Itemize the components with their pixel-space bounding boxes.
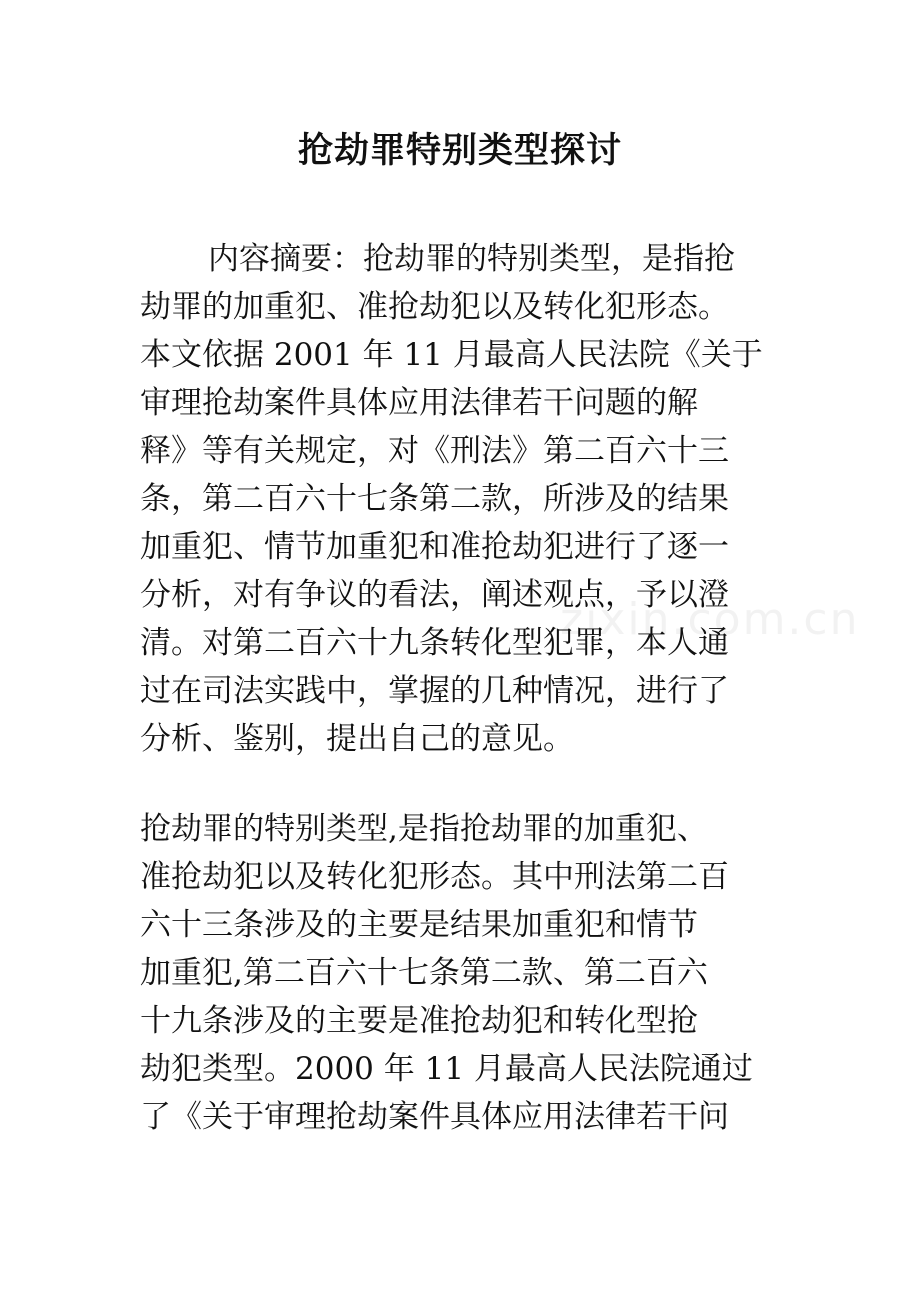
abstract-paragraph [140,235,800,763]
body-line: 了《关于审理抢劫案件具体应用法律若干问 [140,1099,729,1135]
watermark-text: zixin.com.cn [560,594,860,645]
body-line: 十九条涉及的主要是准抢劫犯和转化型抢 [140,1003,698,1039]
body-line: 抢劫罪的特别类型,是指抢劫罪的加重犯、 [140,811,708,847]
abstract-line: 过在司法实践中，掌握的几种情况，进行了 [140,673,729,709]
abstract-line: 分析，对有争议的看法，阐述观点，予以澄 [140,577,729,613]
body-line: 准抢劫犯以及转化犯形态。其中刑法第二百 [140,859,729,895]
abstract-line: 劫罪的加重犯、准抢劫犯以及转化犯形态。 [140,289,729,325]
body-line: 加重犯,第二百六十七条第二款、第二百六 [140,955,708,991]
body-paragraph [140,805,800,1141]
abstract-line: 审理抢劫案件具体应用法律若干问题的解 [140,385,698,421]
body-line: 劫犯类型。2000 年 11 月最高人民法院通过 [140,1051,753,1087]
abstract-line: 加重犯、情节加重犯和准抢劫犯进行了逐一 [140,529,729,565]
abstract-line: 释》等有关规定，对《刑法》第二百六十三 [140,433,729,469]
abstract-line: 分析、鉴别，提出自己的意见。 [140,721,574,757]
abstract-line: 内容摘要：抢劫罪的特别类型，是指抢 [208,241,735,277]
body-line: 六十三条涉及的主要是结果加重犯和情节 [140,907,698,943]
abstract-line: 本文依据 2001 年 11 月最高人民法院《关于 [140,337,763,373]
document-title: 抢劫罪特别类型探讨 [297,131,622,171]
abstract-line: 清。对第二百六十九条转化型犯罪，本人通 [140,625,729,661]
abstract-line: 条，第二百六十七条第二款，所涉及的结果 [140,481,729,517]
